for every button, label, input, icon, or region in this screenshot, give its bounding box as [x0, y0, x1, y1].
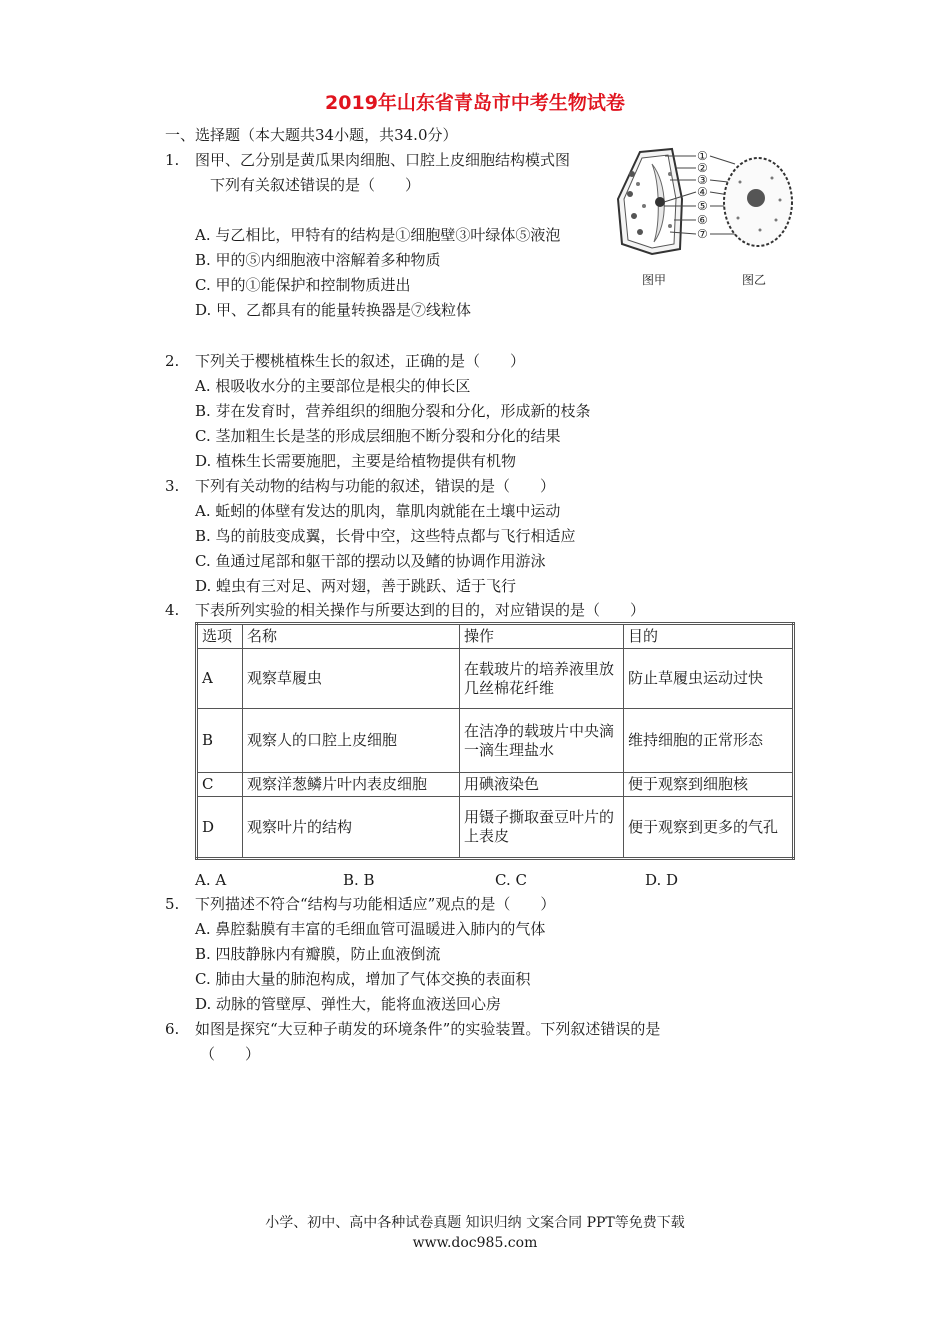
question-stem: 如图是探究“大豆种子萌发的环境条件”的实验装置。下列叙述错误的是: [195, 1020, 661, 1038]
svg-text:①: ①: [697, 149, 708, 163]
option-d: D. 甲、乙都具有的能量转换器是⑦线粒体: [195, 301, 472, 319]
table-cell: 防止草履虫运动过快: [624, 649, 794, 709]
option-c: C. 肺由大量的肺泡构成，增加了气体交换的表面积: [195, 970, 531, 988]
label-numbers: [697, 149, 708, 241]
choice-d: D. D: [645, 871, 679, 889]
header-cell: 操作: [460, 624, 624, 649]
option-d: D. 蝗虫有三对足、两对翅，善于跳跃、适于飞行: [195, 577, 517, 595]
table-cell: D: [197, 797, 243, 859]
table-cell: 观察洋葱鳞片叶内表皮细胞: [243, 773, 460, 797]
option-d: D. 植株生长需要施肥，主要是给植物提供有机物: [195, 452, 517, 470]
option-d: D. 动脉的管壁厚、弹性大，能将血液送回心房: [195, 995, 502, 1013]
question-number: 4.: [165, 601, 180, 619]
table-cell: 用碘液染色: [460, 773, 624, 797]
question-stem: 下列描述不符合“结构与功能相适应”观点的是（ ）: [195, 895, 556, 913]
svg-text:②: ②: [697, 161, 708, 175]
table-cell: 观察叶片的结构: [243, 797, 460, 859]
question-number: 3.: [165, 477, 180, 495]
footer: [0, 1213, 950, 1253]
question-number: 1.: [165, 151, 180, 169]
header-cell: 目的: [624, 624, 794, 649]
header-cell: 名称: [243, 624, 460, 649]
option-b: B. 鸟的前肢变成翼，长骨中空，这些特点都与飞行相适应: [195, 527, 576, 545]
question-number: 5.: [165, 895, 180, 913]
table-cell: 便于观察到更多的气孔: [624, 797, 794, 859]
section-heading: 一、选择题（本大题共34小题，共34.0分）: [165, 126, 458, 144]
svg-text:⑥: ⑥: [697, 213, 708, 227]
table-cell: 用镊子撕取蚕豆叶片的 上表皮: [460, 797, 624, 859]
header-cell: 选项: [197, 624, 243, 649]
question-number: 2.: [165, 352, 180, 370]
table-cell: 便于观察到细胞核: [624, 773, 794, 797]
figure-caption-a: 图甲: [642, 273, 667, 287]
choice-a: A. A: [195, 871, 227, 889]
question-stem: 下表所列实验的相关操作与所要达到的目的，对应错误的是（ ）: [195, 601, 646, 619]
table-row: [197, 773, 794, 797]
question-stem-cont: 下列有关叙述错误的是（ ）: [210, 176, 421, 194]
option-a: A. 根吸收水分的主要部位是根尖的伸长区: [195, 377, 471, 395]
animal-cell: [724, 158, 792, 246]
plant-cell: [618, 149, 682, 254]
question-stem: 下列关于樱桃植株生长的叙述，正确的是（ ）: [195, 352, 526, 370]
option-c: C. 鱼通过尾部和躯干部的摆动以及鳍的协调作用游泳: [195, 552, 546, 570]
option-b: B. 甲的⑤内细胞液中溶解着多种物质: [195, 251, 441, 269]
choice-c: C. C: [495, 871, 527, 889]
footer-link[interactable]: www.doc985.com: [412, 1235, 538, 1251]
table-row: [197, 709, 794, 773]
option-a: A. 与乙相比，甲特有的结构是①细胞壁③叶绿体⑤液泡: [195, 226, 561, 244]
table-row: [197, 797, 794, 859]
option-a: A. 鼻腔黏膜有丰富的毛细血管可温暖进入肺内的气体: [195, 920, 546, 938]
option-a: A. 蚯蚓的体壁有发达的肌肉，靠肌肉就能在土壤中运动: [195, 502, 561, 520]
table-cell: 维持细胞的正常形态: [624, 709, 794, 773]
table-cell: 观察草履虫: [243, 649, 460, 709]
table-cell: 在载玻片的培养液里放 几丝棉花纤维: [460, 649, 624, 709]
svg-text:⑦: ⑦: [697, 227, 708, 241]
svg-text:③: ③: [697, 173, 708, 187]
question-stem-cont: （ ）: [200, 1045, 261, 1063]
question-number: 6.: [165, 1020, 180, 1038]
table-cell: A: [197, 649, 243, 709]
table-cell: C: [197, 773, 243, 797]
choice-b: B. B: [343, 871, 375, 889]
table-cell: B: [197, 709, 243, 773]
table-header-row: [197, 624, 794, 649]
experiment-table: [195, 622, 795, 860]
question-stem: 图甲、乙分别是黄瓜果肉细胞、口腔上皮细胞结构模式图: [195, 151, 571, 169]
table-cell: 在洁净的载玻片中央滴 一滴生理盐水: [460, 709, 624, 773]
figure-caption-b: 图乙: [742, 273, 767, 287]
question-stem: 下列有关动物的结构与功能的叙述，错误的是（ ）: [195, 477, 556, 495]
option-b: B. 四肢静脉内有瓣膜，防止血液倒流: [195, 945, 441, 963]
option-b: B. 芽在发育时，营养组织的细胞分裂和分化，形成新的枝条: [195, 402, 591, 420]
table-row: [197, 649, 794, 709]
option-c: C. 茎加粗生长是茎的形成层细胞不断分裂和分化的结果: [195, 427, 561, 445]
cell-diagram: [610, 144, 825, 294]
footer-text: 小学、初中、高中各种试卷真题 知识归纳 文案合同 PPT等免费下载: [265, 1215, 685, 1231]
svg-text:④: ④: [697, 185, 708, 199]
table-cell: 观察人的口腔上皮细胞: [243, 709, 460, 773]
page-title: 2019年山东省青岛市中考生物试卷: [325, 92, 625, 114]
svg-text:⑤: ⑤: [697, 199, 708, 213]
option-c: C. 甲的①能保护和控制物质进出: [195, 276, 411, 294]
